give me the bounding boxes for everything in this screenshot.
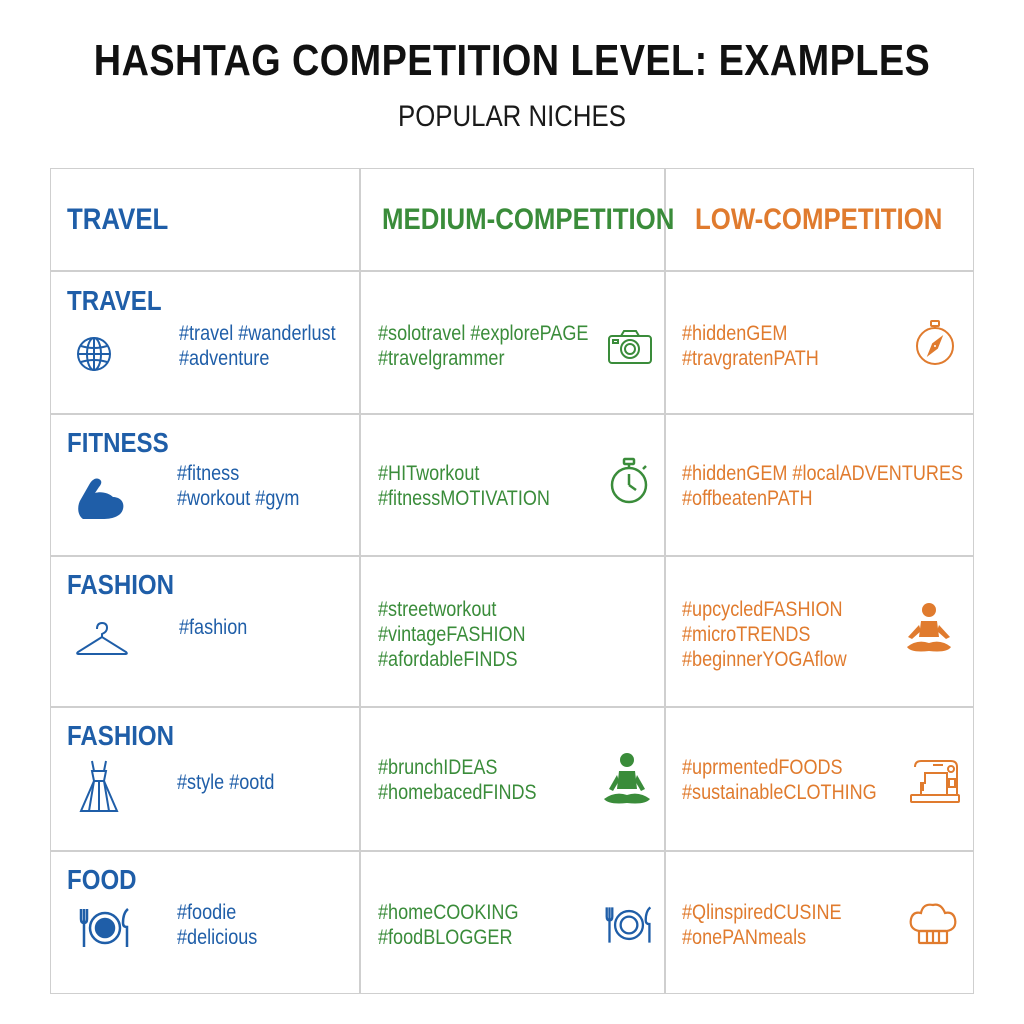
plate-cutlery-icon [603,903,655,947]
hashtag-line: #microTRENDS [682,623,811,646]
row-niche-label: TRAVEL [67,285,162,316]
hashtag-line: #solotravel #explorePAGE [378,322,589,345]
medium-competition-tags [378,900,519,950]
hashtag-line: #fitnessMOTIVATION [378,487,550,510]
hashtag-line: #onePANmeals [682,926,807,949]
row-niche-label: FITNESS [67,427,169,458]
hashtag-line: #sustainableCLOTHING [682,781,877,804]
plate-cutlery-icon [77,905,133,951]
medium-competition-tags [378,461,550,511]
column-divider [664,169,666,993]
low-competition-tags [682,900,842,950]
hashtag-line: #delicious [177,926,258,949]
meditation-icon [601,751,653,807]
row-divider [51,270,973,272]
page-subtitle: POPULAR NICHES [398,100,626,133]
chef-hat-icon [907,901,959,947]
hashtag-line: #hiddenGEM [682,322,788,345]
hashtag-line: #travelgrammer [378,347,505,370]
hashtag-line: #homeCOOKING [378,901,519,924]
hashtag-table [50,168,974,994]
hashtag-line: #beginnerYOGAflow [682,648,847,671]
low-competition-tags [682,461,963,511]
low-competition-tags [682,755,877,805]
hashtag-line: #HITworkout [378,462,480,485]
camera-icon [607,329,653,365]
hashtag-line: #adventure [179,347,270,370]
hashtag-line: #offbeatenPATH [682,487,813,510]
hashtag-line: #foodie [177,901,237,924]
low-competition-tags [682,321,819,371]
hashtag-line: #workout #gym [177,487,300,510]
row-divider [51,555,973,557]
dress-icon [77,759,121,815]
hashtag-line: #brunchIDEAS [378,756,498,779]
medium-competition-tags [378,321,588,371]
flexed-bicep-icon [75,471,127,523]
row-niche-label: FOOD [67,864,137,895]
column-divider [359,169,361,993]
medium-competition-tags [378,755,537,805]
row-divider [51,413,973,415]
yoga-pose-icon [903,601,955,657]
row-divider [51,850,973,852]
hashtag-line: #travgratenPATH [682,347,819,370]
hashtag-line: #travel #wanderlust [179,322,336,345]
header-low-competition: LOW-COMPETITION [695,203,943,236]
hanger-icon [75,621,129,657]
high-competition-tags [179,321,336,371]
hashtag-line: #afordableFINDS [378,648,518,671]
row-divider [51,706,973,708]
hashtag-line: #fitness [177,462,240,485]
hashtag-line: #foodBLOGGER [378,926,513,949]
high-competition-tags [177,900,257,950]
hashtag-line: #fashion [179,616,248,639]
header-medium-competition: MEDIUM-COMPETITION [382,203,675,236]
hashtag-line: #vintageFASHION [378,623,526,646]
high-competition-tags [179,615,247,640]
medium-competition-tags [378,597,526,672]
compass-icon [913,319,957,367]
row-niche-label: FASHION [67,569,175,600]
hashtag-line: #streetworkout [378,598,497,621]
high-competition-tags [177,770,274,795]
header-niche: TRAVEL [67,203,169,236]
hashtag-line: #homebacedFINDS [378,781,537,804]
low-competition-tags [682,597,847,672]
hashtag-line: #style #ootd [177,771,275,794]
hashtag-line: #uprmentedFOODS [682,756,843,779]
sewing-machine-icon [909,757,961,805]
high-competition-tags [177,461,299,511]
page-title: HASHTAG COMPETITION LEVEL: EXAMPLES [93,36,931,85]
hashtag-line: #QlinspiredCUSINE [682,901,842,924]
stopwatch-icon [607,457,651,507]
hashtag-line: #upcycledFASHION [682,598,843,621]
globe-icon [75,335,113,373]
row-niche-label: FASHION [67,720,175,751]
hashtag-line: #hiddenGEM #localADVENTURES [682,462,964,485]
